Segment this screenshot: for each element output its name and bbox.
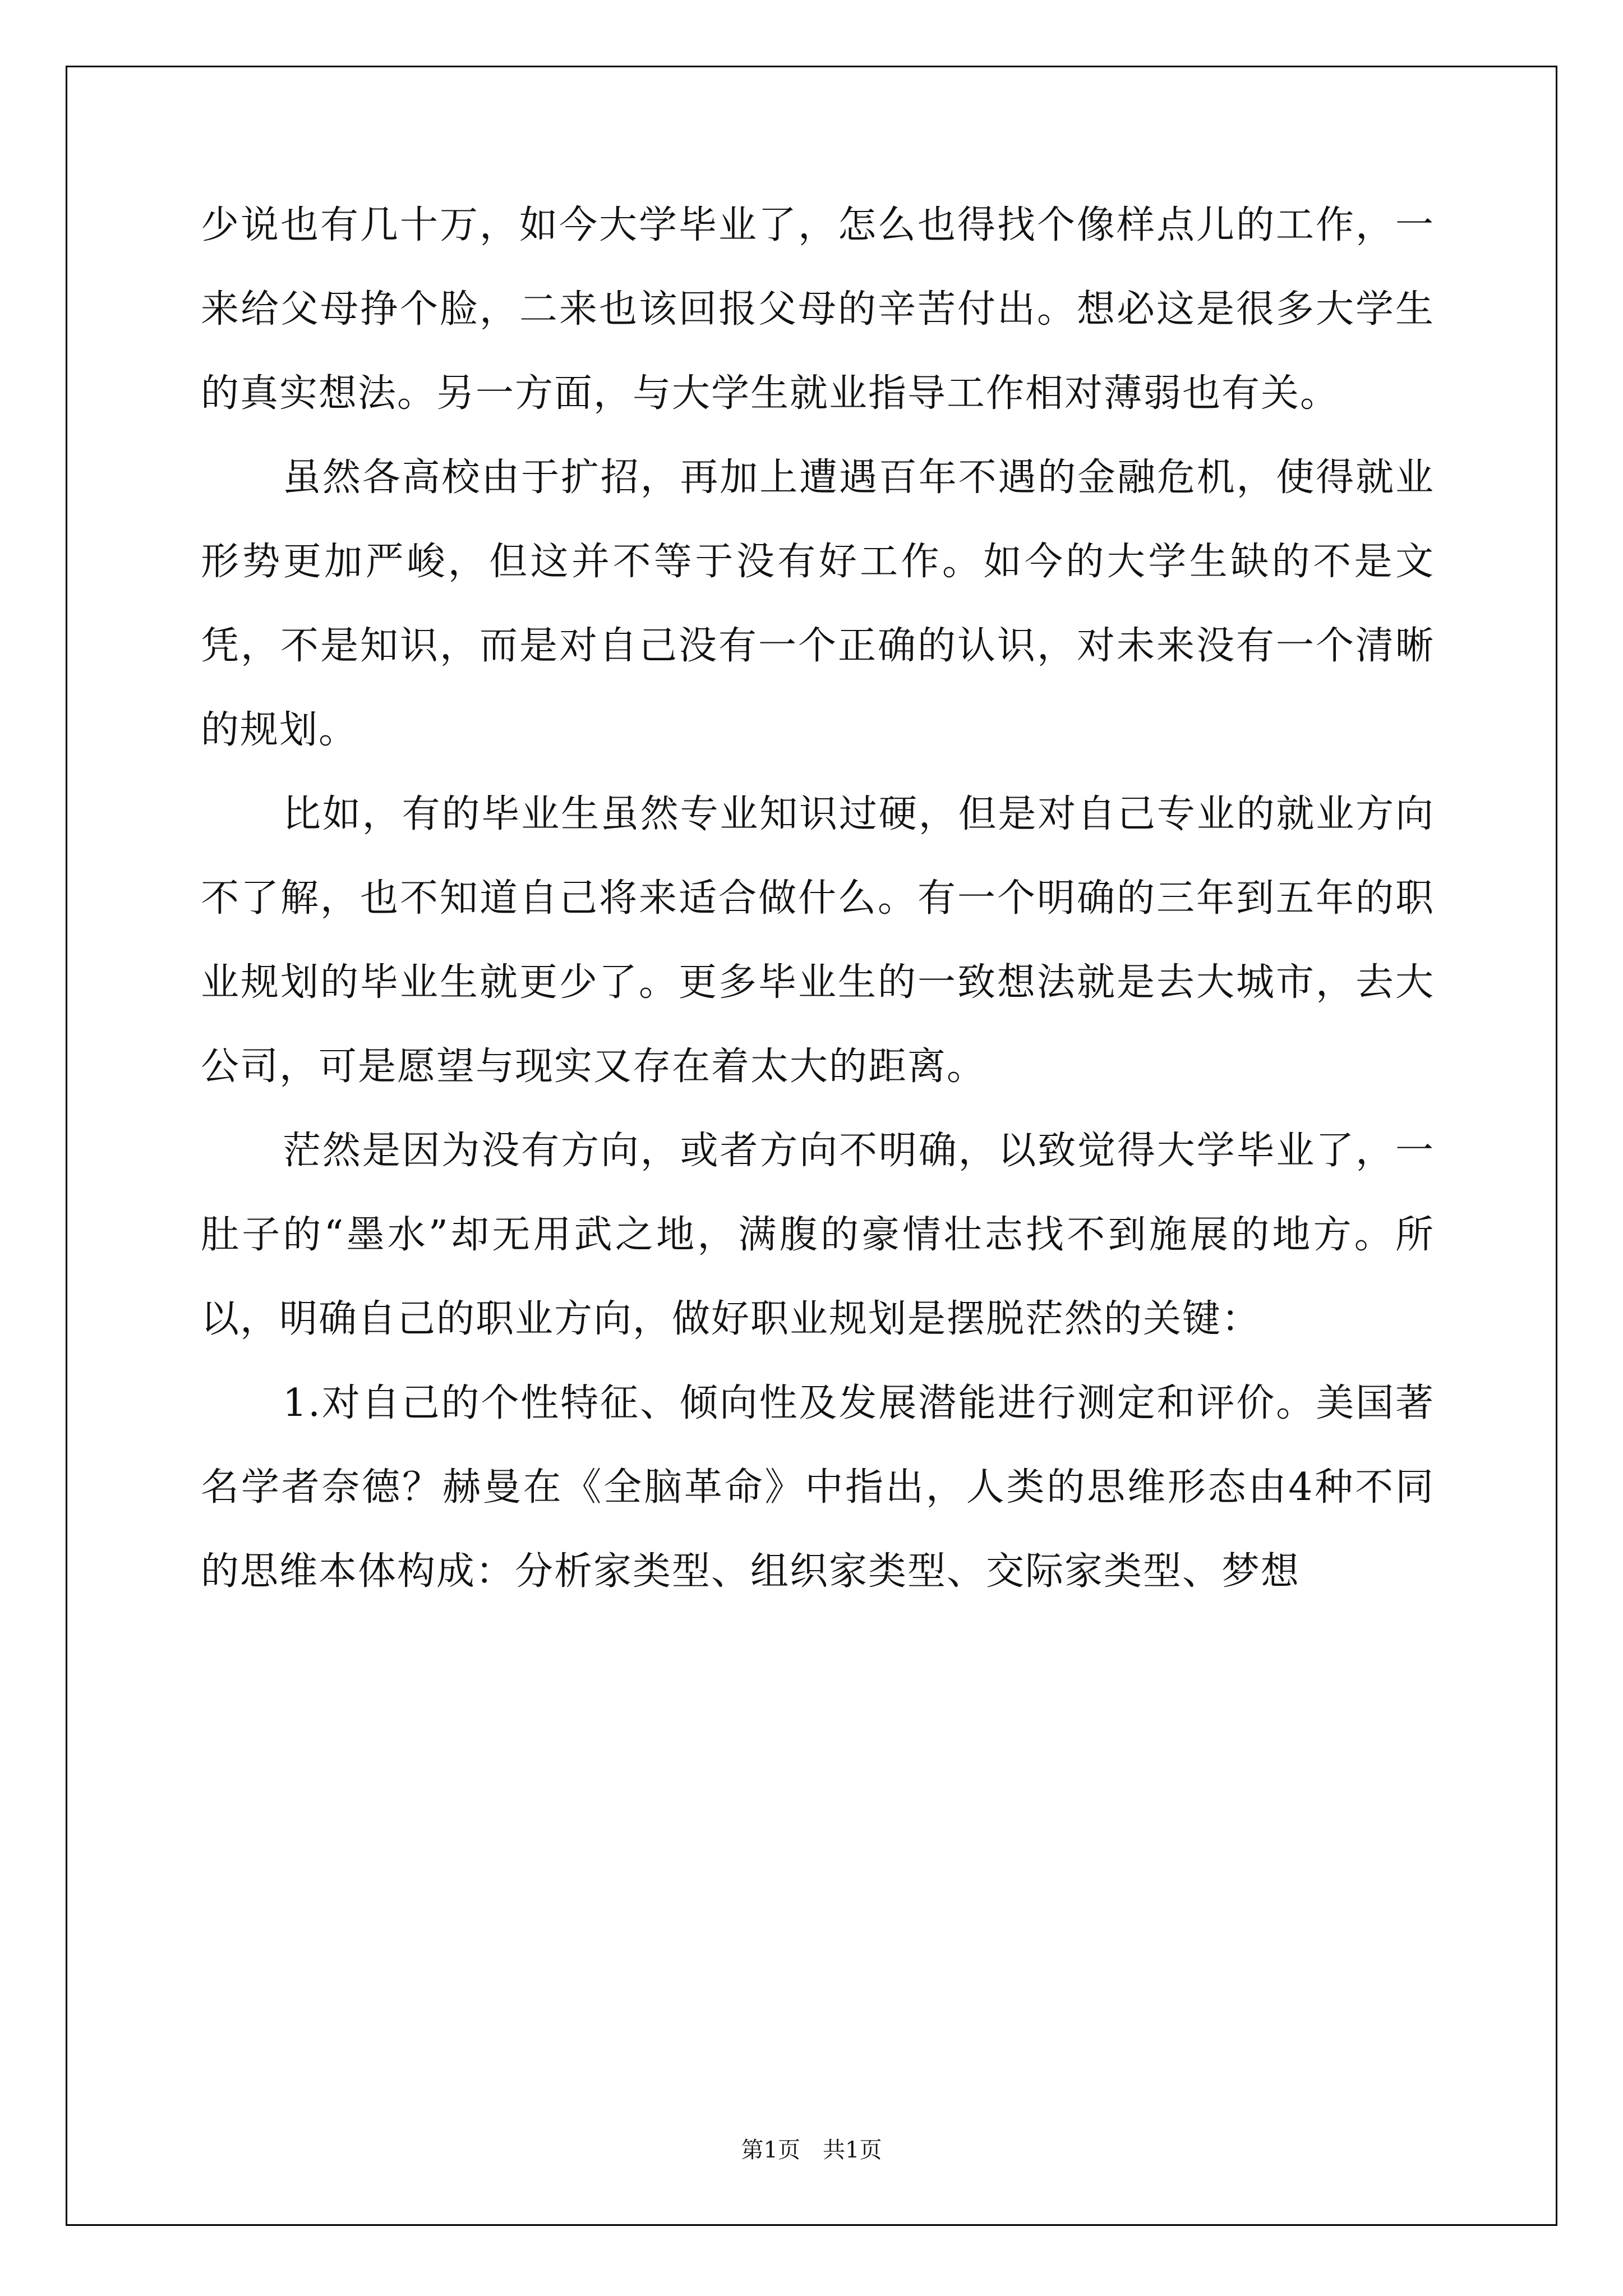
paragraph-1: 少说也有几十万，如今大学毕业了，怎么也得找个像样点儿的工作，一来给父母挣个脸，二来也该回报父母的辛苦付出。想必这是很多大学生的真实想法。另一方面，与大学生就业指导工作相对薄弱也有关。: [201, 203, 1435, 416]
paragraph-2: 虽然各高校由于扩招，再加上遭遇百年不遇的金融危机，使得就业形势更加严峻，但这并不等于没有好工作。如今的大学生缺的不是文凭，不是知识，而是对自己没有一个正确的认识，对未来没有一个清晰的规划。: [201, 455, 1435, 752]
page-footer: 第1页 共1页: [741, 2137, 882, 2163]
paragraph-4: 茫然是因为没有方向，或者方向不明确，以致觉得大学毕业了，一肚子的“墨水”却无用武之地，满腹的豪情壮志找不到施展的地方。所以，明确自己的职业方向，做好职业规划是摆脱茫然的关键：: [201, 1129, 1435, 1341]
paragraph-5: 1.对自己的个性特征、倾向性及发展潜能进行测定和评价。美国著名学者奈德？赫曼在《全脑革命》中指出，人类的思维形态由4种不同的思维本体构成：分析家类型、组织家类型、交际家类型、梦想: [201, 1381, 1435, 1594]
document-body: [201, 183, 1435, 1614]
paragraph-3: 比如，有的毕业生虽然专业知识过硬，但是对自己专业的就业方向不了解，也不知道自己将来适合做什么。有一个明确的三年到五年的职业规划的毕业生就更少了。更多毕业生的一致想法就是去大城市，去大公司，可是愿望与现实又存在着太大的距离。: [201, 792, 1435, 1089]
